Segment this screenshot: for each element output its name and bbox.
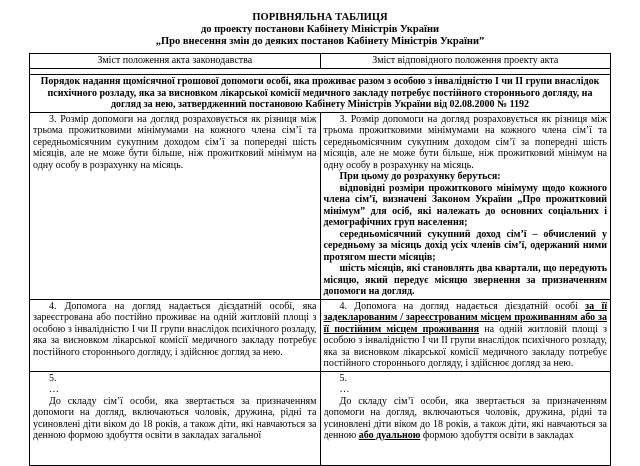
row3-addition-lead: При цьому до розрахунку беруться: [339,171,501,182]
table-row-4 [30,299,611,371]
row3-addition-1: відповідні розміри прожиткового мінімуму щодо кожного члена сім’ї, визначені Законом України „Про прожитковий мінімум” для осіб, які належать до основних соціальних і демографічних груп населення; [323,182,607,228]
column-header-current: Зміст положення акта законодавства [30,54,321,69]
table-header-row [30,54,611,69]
row5-text-added: або дуальною [358,430,421,441]
document-header [0,0,640,48]
row5-text-c: формою здобуття освіти в закладах [420,430,574,441]
row4-proposed-paragraph [324,301,608,370]
row5-proposed-number: 5. [339,372,347,384]
document-title: ПОРІВНЯЛЬНА ТАБЛИЦЯ [252,12,388,23]
row4-current-text [30,299,321,371]
row3-current-text [30,112,321,299]
row5-current-number: 5. [49,372,57,384]
row3-proposed-text [320,112,611,299]
document-subtitle: до проекту постанови Кабінету Міністрів України [200,24,440,35]
row5-proposed-clip [324,373,608,464]
table-row-3 [30,112,611,299]
comparison-table [29,53,611,466]
row3-addition-2: середньомісячний сукупний доход сім’ї – обчислений у середньому за місяць дохід усіх членів сім’ї, одержаний ними протягом шести місяців; [323,228,607,263]
row5-current-paragraph: До складу сім’ї особи, яка звертається за призначенням допомоги на догляд, включаються чоловік, дружина, рідні та усиновлені діти віком до 18 років, а також діти, які навчаються за денною формою здобуття освіти в закладах загальної [33,395,317,441]
row5-proposed-ellipsis: … [339,384,350,395]
project-name: „Про внесення змін до деяких постанов Кабінету Міністрів України” [155,36,485,47]
row4-proposed-text [320,299,611,371]
row3-proposed-additions [324,171,608,298]
row3-proposed-intro: 3. Розмір допомоги на догляд розраховується як різниця між трьома прожитковими мінімумами на кожного члена сім’ї та середньомісячним сукупним доходом сім’ї за попередні шість місяців, але не може бути більше, ніж прожитковий мінімум на одну особу в розрахунку на місяць. [323,113,607,171]
row5-current-text [30,371,321,465]
column-header-proposed: Зміст відповідного положення проекту акта [320,54,611,69]
section-title-row [30,75,611,113]
row3-addition-3: шість місяців, які становлять два квартали, що передують місяцю, який передує місяцю звернення за призначенням допомоги на догляд. [323,263,607,297]
row5-current-clip [33,373,317,464]
row4-text-c: на одній житловій площі з особою з інвалідністю I чи II групи внаслідок психічного розладу, яка за висновком лікарської комісії медичного закладу потребує постійного стороннього догляду, і здійснює догляд за нею. [323,323,607,369]
row4-text-added: за її задекларованим / зареєстрованим місцем проживанням або за її постійним місцем проживання [323,300,607,335]
row5-proposed-paragraph [324,396,608,442]
row3-current-paragraph: 3. Розмір допомоги на догляд розраховується як різниця між трьома прожитковими мінімумами на кожного члена сім’ї та середньомісячним сукупним доходом сім’ї за попередні шість місяців, але не може бути більше, ніж прожитковий мінімум на одну особу в розрахунку на місяць. [33,113,317,171]
section-title: Порядок надання щомісячної грошової допомоги особі, яка проживає разом з особою з інвалідністю I чи II групи внаслідок психічного розладу, яка за висновком лікарської комісії медичного закладу потребує постійного стороннього догляду, на догляд за нею, затвердженний постановою Кабінету Міністрів України від 02.08.2000 № 1192 [30,75,611,113]
row4-current-paragraph: 4. Допомога на догляд надається дієздатній особі, яка зареєстрована або постійно проживає на одній житловій площі з особою з інвалідністю I чи II групи внаслідок психічного розладу, яка за висновком лікарської комісії медичного закладу потребує постійного стороннього догляду, і здійснює догляд за нею. [33,300,317,358]
row4-text-a: 4. Допомога на догляд надається дієздатній особі [339,300,586,312]
table-row-5 [30,371,611,465]
row5-text-a: До складу сім’ї особи, яка звертається за призначенням допомоги на догляд, включаються чоловік, дружина, рідні та усиновлені діти віком до 18 років, а також діти, які навчаються за денною [323,395,607,441]
row5-current-ellipsis: … [49,384,59,395]
row5-proposed-text [320,371,611,465]
